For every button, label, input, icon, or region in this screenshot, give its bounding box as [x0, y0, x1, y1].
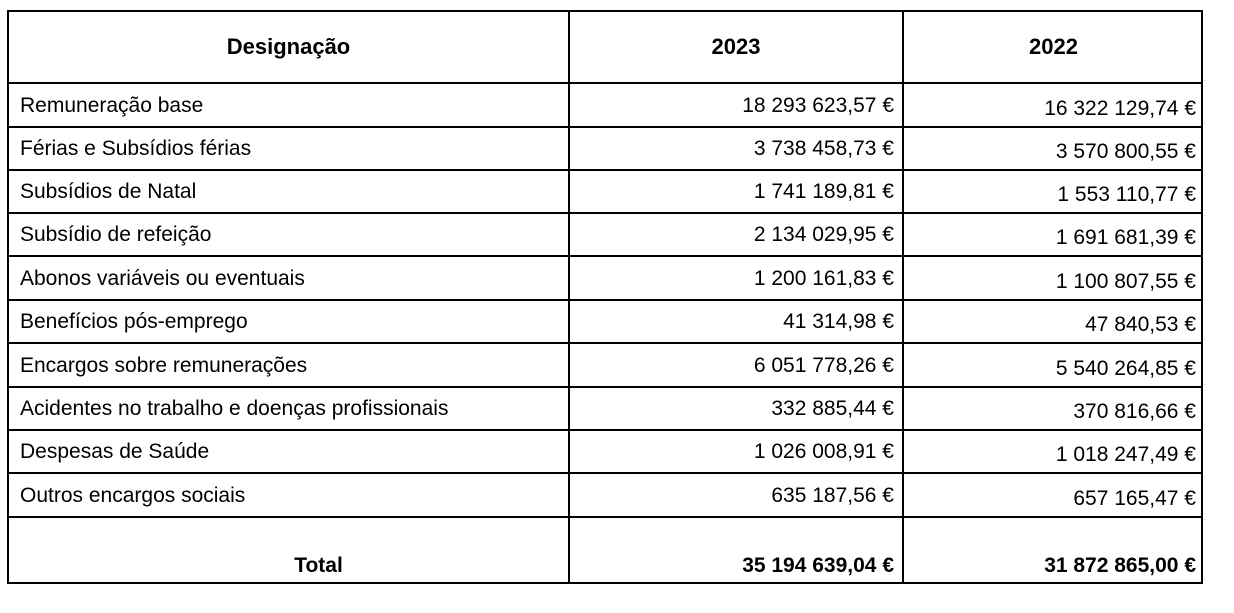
row-value-2022: 370 816,66 € [902, 388, 1203, 429]
cost-table [7, 10, 1203, 584]
table-row [9, 431, 1201, 474]
table-row [9, 301, 1201, 344]
header-designation: Designação [226, 34, 351, 59]
row-value-2023: 18 293 623,57 € [568, 84, 902, 126]
row-label: Acidentes no trabalho e doenças profissionais [20, 397, 449, 420]
row-value-2022: 1 100 807,55 € [902, 257, 1203, 299]
table-row [9, 171, 1201, 214]
table-row [9, 128, 1201, 171]
row-value-2023: 1 200 161,83 € [568, 257, 902, 299]
table-row [9, 257, 1201, 301]
row-label: Subsídios de Natal [20, 180, 197, 203]
total-label: Total [294, 554, 343, 577]
row-label: Remuneração base [20, 93, 204, 117]
row-value-2022: 1 691 681,39 € [902, 214, 1203, 255]
table-row [9, 214, 1201, 257]
row-value-2023: 1 741 189,81 € [568, 171, 902, 212]
row-value-2023: 1 026 008,91 € [568, 431, 902, 472]
total-value-2022: 31 872 865,00 € [902, 518, 1203, 582]
row-label: Férias e Subsídios férias [20, 137, 252, 160]
row-label: Subsídio de refeição [20, 223, 212, 246]
row-value-2022: 47 840,53 € [902, 301, 1203, 342]
row-value-2023: 3 738 458,73 € [568, 128, 902, 169]
row-value-2022: 5 540 264,85 € [902, 344, 1203, 386]
row-label: Abonos variáveis ou eventuais [20, 266, 305, 290]
total-value-2023: 35 194 639,04 € [568, 518, 902, 582]
row-label: Despesas de Saúde [20, 440, 210, 463]
row-value-2023: 635 187,56 € [568, 474, 902, 516]
row-value-2023: 6 051 778,26 € [568, 344, 902, 386]
table-row [9, 344, 1201, 388]
row-label: Outros encargos sociais [20, 483, 246, 507]
row-value-2022: 16 322 129,74 € [902, 84, 1203, 126]
row-value-2022: 1 553 110,77 € [902, 171, 1203, 212]
header-year-2023: 2023 [568, 12, 902, 82]
table-row [9, 388, 1201, 431]
row-value-2022: 3 570 800,55 € [902, 128, 1203, 169]
header-year-2022: 2022 [902, 12, 1203, 82]
table-total-row [9, 518, 1201, 582]
row-value-2022: 1 018 247,49 € [902, 431, 1203, 472]
row-label: Benefícios pós-emprego [20, 310, 248, 333]
row-value-2022: 657 165,47 € [902, 474, 1203, 516]
table-header-row [9, 12, 1201, 84]
table-row [9, 474, 1201, 518]
row-value-2023: 332 885,44 € [568, 388, 902, 429]
row-value-2023: 2 134 029,95 € [568, 214, 902, 255]
table-row [9, 84, 1201, 128]
row-label: Encargos sobre remunerações [20, 353, 308, 377]
row-value-2023: 41 314,98 € [568, 301, 902, 342]
